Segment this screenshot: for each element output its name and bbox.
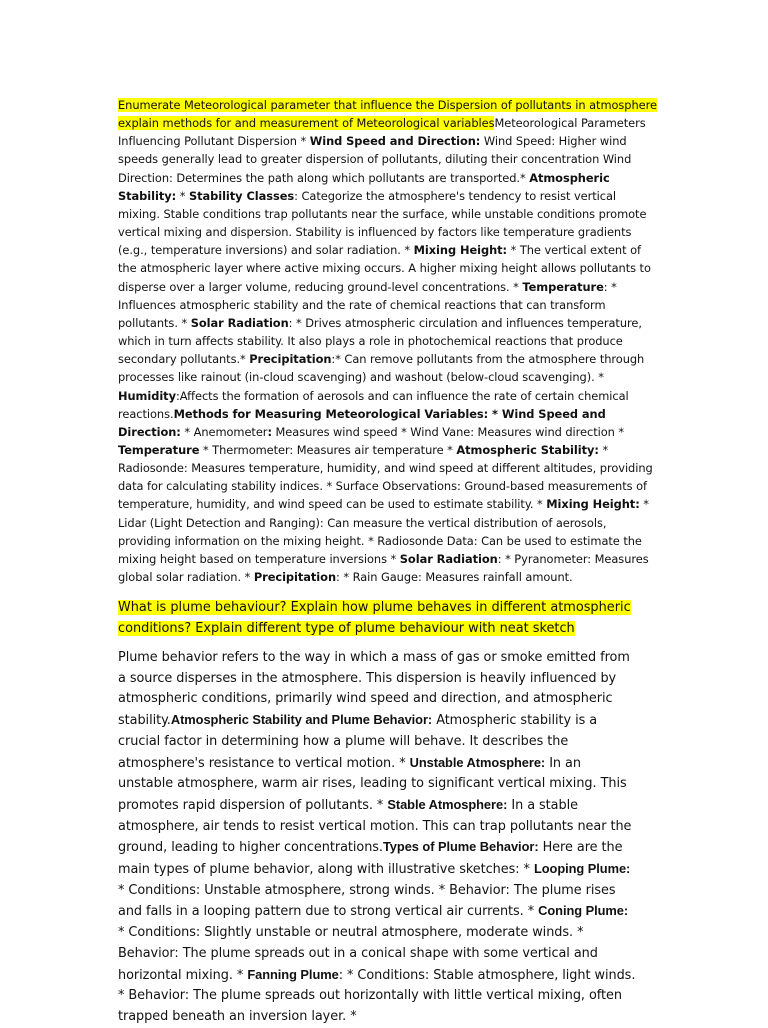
- body-text: : * Conditions: Stable atmosphere, light winds. * Behavior: The plume spreads out horizontally with little vertical mixing, often trapped beneath an inversion layer. *: [118, 967, 636, 1024]
- bold-term: Looping Plume:: [533, 861, 631, 877]
- body-text: :* Can remove pollutants from the atmosphere through processes like rainout (in-cloud scavenging) and washout (below-cloud scavenging). *: [118, 352, 645, 385]
- bold-term: Temperature: [522, 279, 604, 294]
- body-text: Here are the main types of plume behavior, along with illustrative sketches: *: [118, 840, 623, 878]
- body-text: * Lidar (Light Detection and Ranging): Can measure the vertical distribution of aerosols, providing information on the mixing height. * Radiosonde Data: Can be used to estimate the mixing height based on temperature inversions *: [118, 497, 649, 566]
- bold-term: Wind Speed and Direction:: [309, 134, 481, 149]
- bold-term: Coning Plume:: [538, 903, 629, 919]
- plume-question-heading: [118, 597, 660, 639]
- bold-term: :: [267, 424, 272, 439]
- body-text: Measures wind speed * Wind Vane: Measures wind direction *: [271, 424, 625, 439]
- bold-term: Atmospheric Stability:: [118, 170, 610, 203]
- meteorology-paragraph: [118, 96, 660, 586]
- bold-term: Unstable Atmosphere:: [409, 754, 546, 770]
- body-text: * Thermometer: Measures air temperature *: [199, 442, 457, 457]
- body-text: Wind Speed: Higher wind speeds generally lead to greater dispersion of pollutants, diluting their concentration Wind Direction: Determines the path along which pollutants are transported.*: [118, 134, 632, 185]
- bold-term: Precipitation: [253, 570, 336, 585]
- plume-behavior-paragraph: [118, 648, 638, 1028]
- bold-term: Humidity: [118, 388, 176, 403]
- body-text: * The vertical extent of the atmospheric layer where active mixing occurs. A higher mixing height allows pollutants to disperse over a larger volume, reducing ground-level concentrations. *: [118, 243, 651, 294]
- body-text: * Radiosonde: Measures temperature, humidity, and wind speed at different altitudes, providing data for calculating stability indices. * Surface Observations: Ground-based measurements of temperature, humidity, and wind speed can be used to estimate stability. *: [118, 442, 653, 512]
- body-text: Plume behavior refers to the way in which a mass of gas or smoke emitted from a source disperses in the atmosphere. This dispersion is heavily influenced by atmospheric conditions, primarily wind speed and direction, and atmospheric stability.: [118, 650, 630, 729]
- body-text: In a stable atmosphere, air tends to resist vertical motion. This can trap pollutants near the ground, leading to higher concentrations.: [118, 797, 632, 856]
- bold-term: Mixing Height:: [413, 243, 508, 258]
- bold-term: Methods for Measuring Meteorological Variables: * Wind Speed and Direction:: [118, 406, 606, 439]
- bold-term: Stability Classes: [188, 188, 295, 203]
- bold-term: Atmospheric Stability and Plume Behavior:: [170, 712, 433, 728]
- body-text: : * Influences atmospheric stability and the rate of chemical reactions that can transform pollutants. *: [118, 279, 617, 330]
- body-text: : * Drives atmospheric circulation and influences temperature, which in turn affects stability. It also plays a role in photochemical reactions that produce secondary pollutants.*: [118, 315, 642, 367]
- bold-term: Types of Plume Behavior:: [382, 839, 539, 855]
- body-text: : * Pyranometer: Measures global solar radiation. *: [118, 551, 649, 585]
- body-text: : Categorize the atmosphere's tendency to resist vertical mixing. Stable conditions trap pollutants near the surface, while unstable conditions promote vertical mixing and dispersion. Stability is influenced by factors like temperature gradients (e.g., temperature inversions) and solar radiation. *: [118, 188, 647, 258]
- body-text: * Conditions: Slightly unstable or neutral atmosphere, moderate winds. * Behavior: The plume spreads out in a conical shape with some vertical and horizontal mixing. *: [118, 925, 598, 983]
- bold-term: Solar Radiation: [399, 551, 498, 566]
- highlighted-heading-text: What is plume behaviour? Explain how plume behaves in different atmospheric conditions? Explain different type of plume behaviour with neat sketch: [118, 600, 631, 636]
- body-text: *: [176, 188, 189, 203]
- bold-term: Stable Atmosphere:: [387, 796, 508, 812]
- highlighted-question-text: Enumerate Meteorological parameter that influence the Dispersion of pollutants in atmosphere explain methods for and measurement of Meteorological variables: [118, 98, 657, 131]
- body-text: Meteorological Parameters Influencing Pollutant Dispersion *: [118, 116, 646, 149]
- body-text: :Affects the formation of aerosols and can influence the rate of certain chemical reactions.: [118, 388, 629, 421]
- bold-term: Fanning Plume: [247, 966, 339, 982]
- body-text: * Anemometer: [180, 424, 268, 439]
- body-text: : * Rain Gauge: Measures rainfall amount.: [336, 570, 573, 585]
- bold-term: Solar Radiation: [190, 315, 289, 330]
- bold-term: Mixing Height:: [546, 497, 640, 512]
- bold-term: Precipitation: [249, 352, 332, 367]
- bold-term: Atmospheric Stability:: [456, 442, 599, 457]
- body-text: Atmospheric stability is a crucial factor in determining how a plume will behave. It describes the atmosphere's resistance to vertical motion. *: [118, 713, 598, 771]
- bold-term: Temperature: [118, 442, 200, 457]
- body-text: * Conditions: Unstable atmosphere, strong winds. * Behavior: The plume rises and falls in a looping pattern due to strong vertical air currents. *: [118, 882, 616, 920]
- body-text: In an unstable atmosphere, warm air rises, leading to significant vertical mixing. This promotes rapid dispersion of pollutants. *: [118, 755, 627, 813]
